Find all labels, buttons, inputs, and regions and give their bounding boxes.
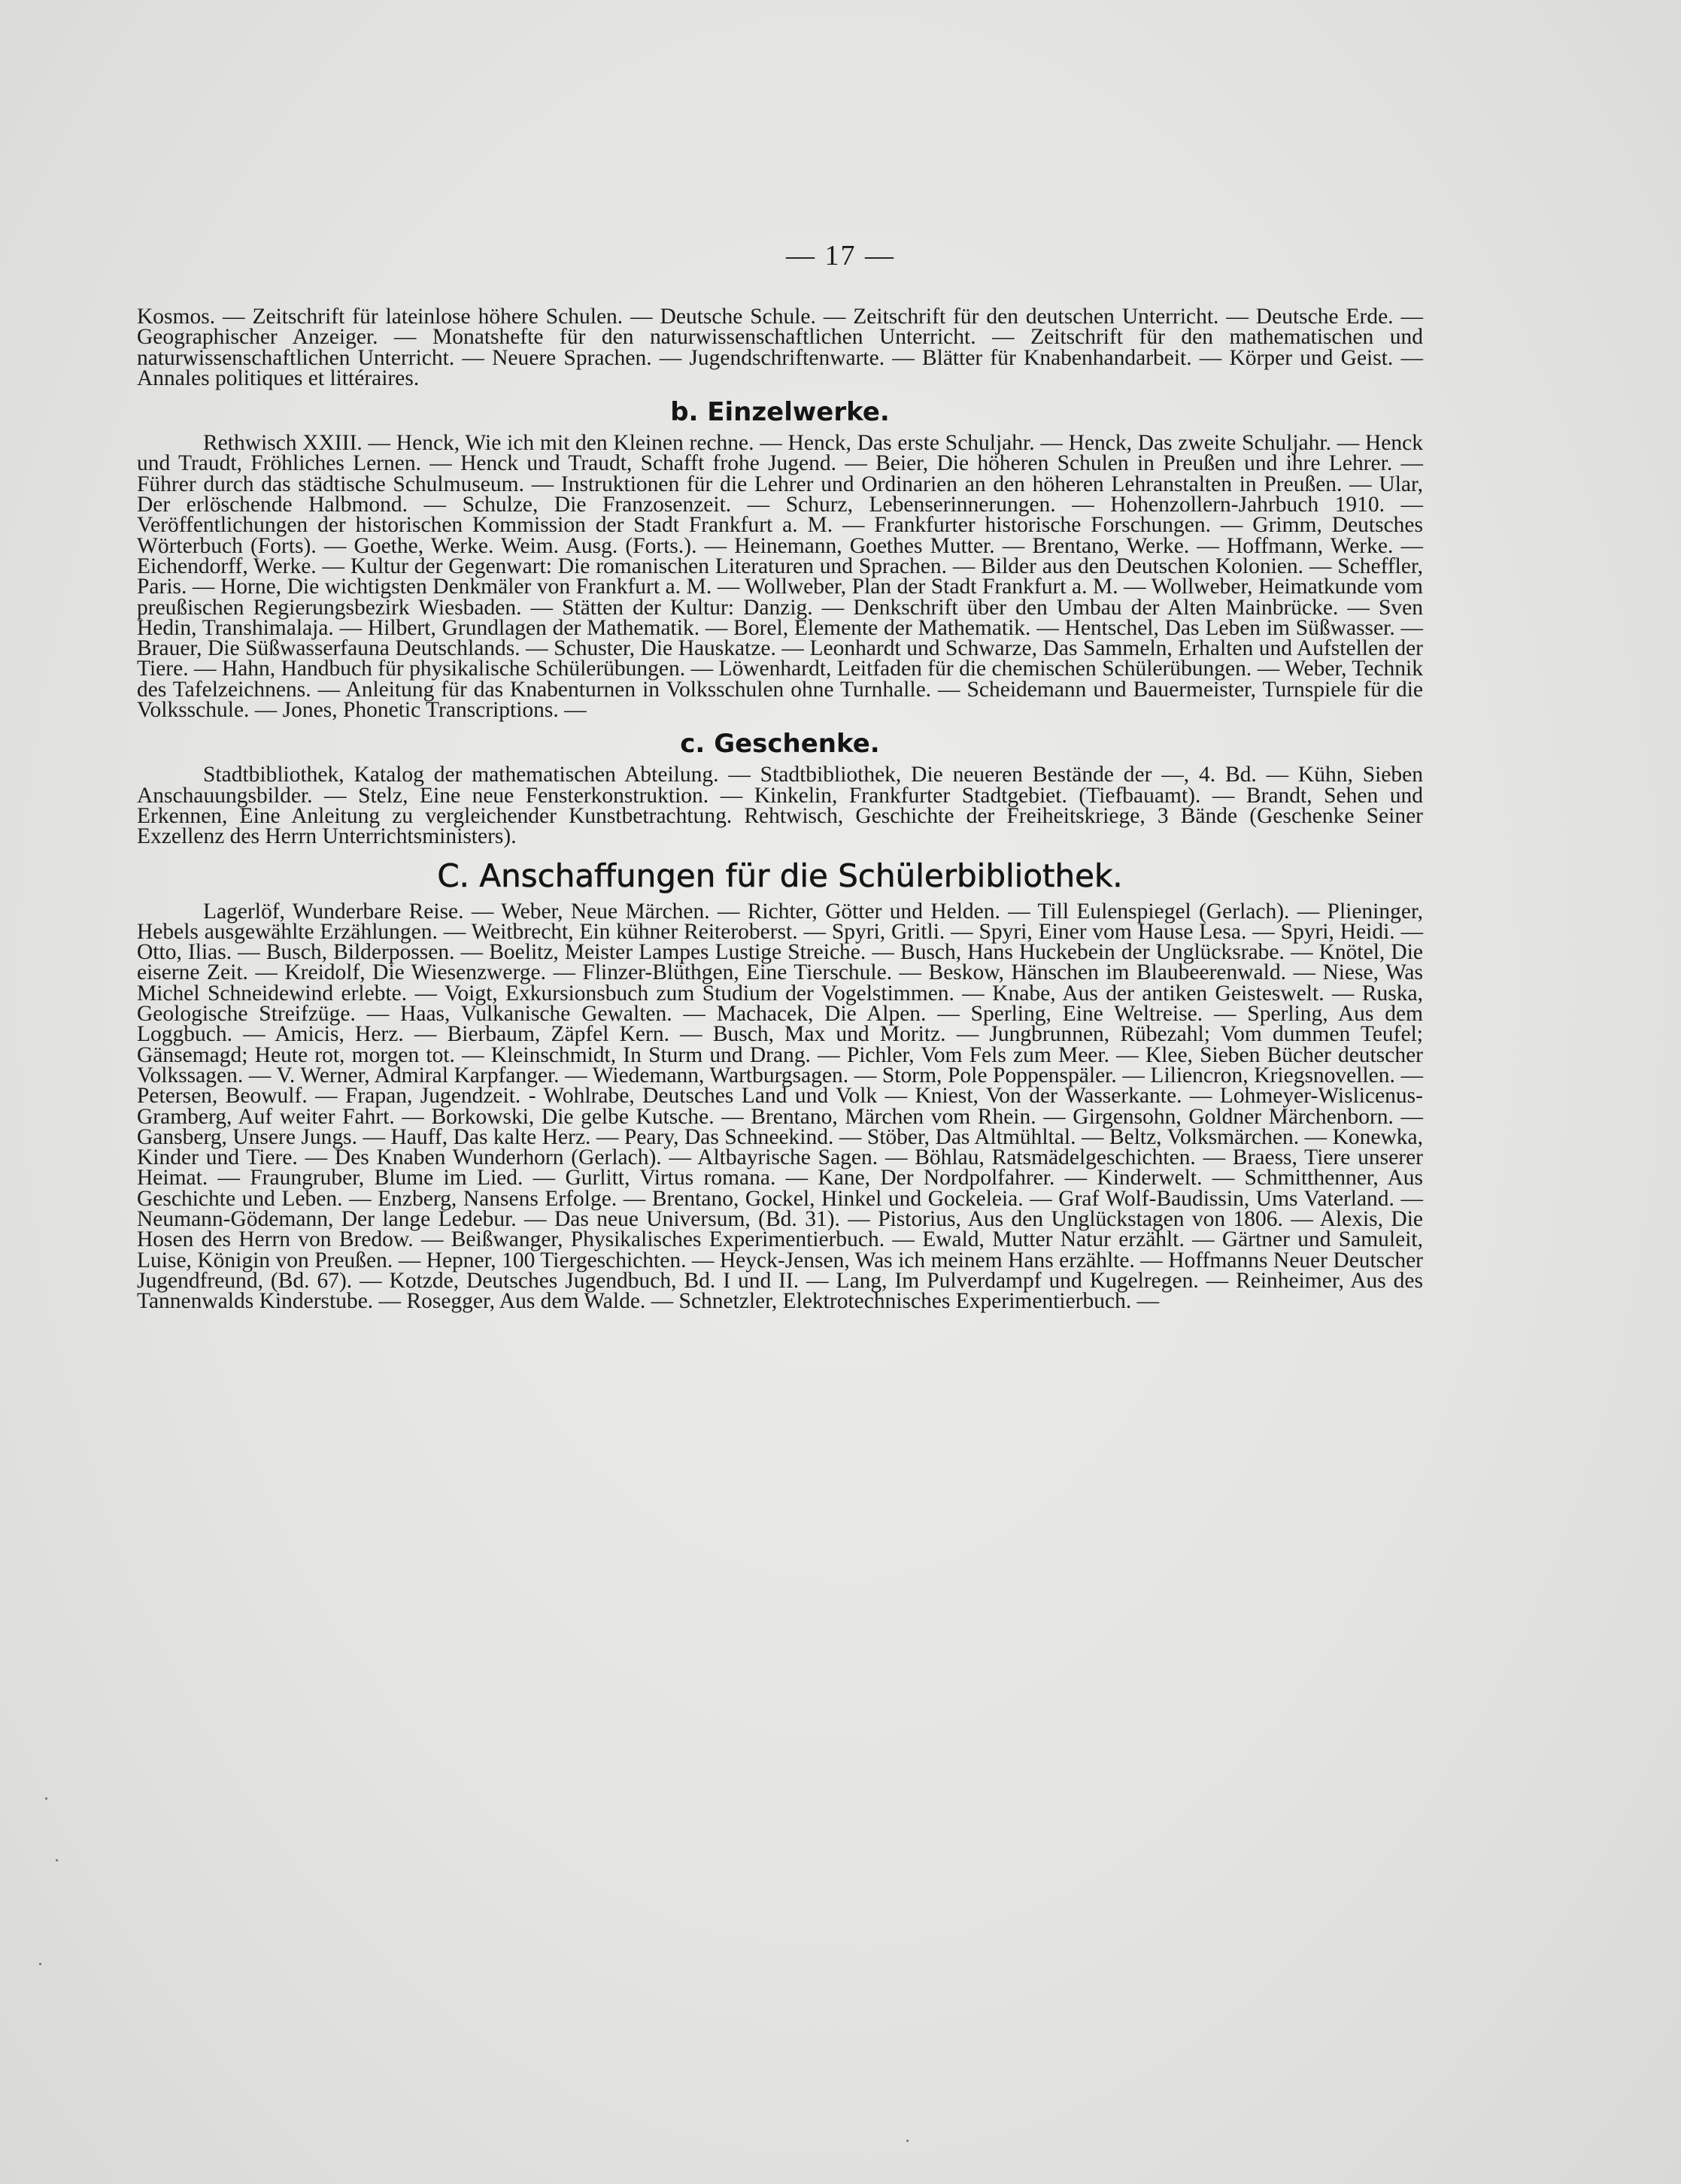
scan-speck — [39, 1963, 41, 1965]
schuelerbibliothek-paragraph: Lagerlöf, Wunderbare Reise. — Weber, Neue Märchen. — Richter, Götter und Helden. — Till Eulenspiegel (Gerlach). — Plieninger, Hebels ausgewählte Erzählungen. — Weitbrecht, Ein kühner Reiteroberst. — Spyri, Gritli. — Spyri, Einer vom Hause Lesa. — Spyri, Heidi. — Otto, Ilias. — Busch, Bilderpossen. — Boelitz, Meister Lampes Lustige Streiche. — Busch, Hans Huckebein der Unglücksrabe. — Knötel, Die eiserne Zeit. — Kreidolf, Die Wiesenzwerge. — Flinzer-Blüthgen, Eine Tierschule. — Beskow, Hänschen im Blaubeerenwald. — Niese, Was Michel Schneidewind erlebte. — Voigt, Exkursionsbuch zum Studium der Vogelstimmen. — Knabe, Aus der antiken Geisteswelt. — Ruska, Geologische Streifzüge. — Haas, Vulkanische Gewalten. — Machacek, Die Alpen. — Sperling, Eine Weltreise. — Sperling, Aus dem Loggbuch. — Amicis, Herz. — Bierbaum, Zäpfel Kern. — Busch, Max und Moritz. — Jungbrunnen, Rübezahl; Vom dummen Teufel; Gänsemagd; Heute rot, morgen tot. — Kleinschmidt, In Sturm und Drang. — Pichler, Vom Fels zum Meer. — Klee, Sieben Bücher deutscher Volkssagen. — V. Werner, Admiral Karpfanger. — Wiedemann, Wartburgsagen. — Storm, Pole Poppenspäler. — Liliencron, Kriegsnovellen. — Petersen, Beowulf. — Frapan, Jugendzeit. - Wohlrabe, Deutsches Land und Volk — Kniest, Von der Wasserkante. — Lohmeyer-Wislicenus-Gramberg, Auf weiter Fahrt. — Borkowski, Die gelbe Kutsche. — Brentano, Märchen vom Rhein. — Girgensohn, Goldner Märchenborn. — Gansberg, Unsere Jungs. — Hauff, Das kalte Herz. — Peary, Das Schneekind. — Stöber, Das Altmühltal. — Beltz, Volksmärchen. — Konewka, Kinder und Tiere. — Des Knaben Wunderhorn (Gerlach). — Altbayrische Sagen. — Böhlau, Ratsmädelgeschichten. — Braess, Tiere unserer Heimat. — Fraungruber, Blume im Lied. — Gurlitt, Virtus romana. — Kane, Der Nordpolfahrer. — Kinderwelt. — Schmitthenner, Aus Geschichte und Leben. — Enzberg, Nansens Erfolge. — Brentano, Gockel, Hinkel und Gockeleia. — Graf Wolf-Baudissin, Ums Vaterland. — Neumann-Gödemann, Der lange Ledebur. — Das neue Universum, (Bd. 31). — Pistorius, Aus den Unglückstagen von 1806. — Alexis, Die Hosen des Herrn von Bredow. — Beißwanger, Physikalisches Experimentierbuch. — Ewald, Mutter Natur erzählt. — Gärtner und Samuleit, Luise, Königin von Preußen. — Hepner, 100 Tiergeschichten. — Heyck-Jensen, Was ich meinem Hans erzählte. — Hoffmanns Neuer Deutscher Jugendfreund, (Bd. 67). — Kotzde, Deutsches Jugendbuch, Bd. I und II. — Lang, Im Pulverdampf und Kugelregen. — Reinheimer, Aus des Tannenwalds Kinderstube. — Rosegger, Aus dem Walde. — Schnetzler, Elektrotechnisches Experimentierbuch. — — [137, 899, 1423, 1314]
einzelwerke-paragraph: Rethwisch XXIII. — Henck, Wie ich mit den Kleinen rechne. — Henck, Das erste Schuljahr. — Henck, Das zweite Schuljahr. — Henck und Traudt, Fröhliches Lernen. — Henck und Traudt, Schafft frohe Jugend. — Beier, Die höheren Schulen in Preußen und ihre Lehrer. — Führer durch das städtische Schulmuseum. — Instruktionen für die Lehrer und Ordinarien an den höheren Lehranstalten in Preußen. — Ular, Der erlöschende Halbmond. — Schulze, Die Franzosenzeit. — Schurz, Lebenserinnerungen. — Hohenzollern-Jahrbuch 1910. — Veröffentlichungen der historischen Kommission der Stadt Frankfurt a. M. — Frankfurter historische Forschungen. — Grimm, Deutsches Wörterbuch (Forts). — Goethe, Werke. Weim. Ausg. (Forts.). — Heinemann, Goethes Mutter. — Brentano, Werke. — Hoffmann, Werke. — Eichendorff, Werke. — Kultur der Gegenwart: Die romanischen Literaturen und Sprachen. — Bilder aus den Deutschen Kolonien. — Scheffler, Paris. — Horne, Die wichtigsten Denkmäler von Frankfurt a. M. — Wollweber, Plan der Stadt Frankfurt a. M. — Wollweber, Heimatkunde vom preußischen Regierungsbezirk Wiesbaden. — Stätten der Kultur: Danzig. — Denkschrift über den Umbau der Alten Mainbrücke. — Sven Hedin, Transhimalaja. — Hilbert, Grundlagen der Mathematik. — Borel, Elemente der Mathematik. — Hentschel, Das Leben im Süßwasser. — Brauer, Die Süßwasserfauna Deutschlands. — Schuster, Die Hauskatze. — Leonhardt und Schwarze, Das Sammeln, Erhalten und Aufstellen der Tiere. — Hahn, Handbuch für physikalische Schülerübungen. — Löwenhardt, Leitfaden für die chemischen Schülerübungen. — Weber, Technik des Tafelzeichnens. — Anleitung für das Knabenturnen in Volksschulen ohne Turnhalle. — Scheidemann und Bauermeister, Turnspiele für die Volksschule. — Jones, Phonetic Transcriptions. — — [137, 431, 1423, 723]
page-number: — 17 — — [786, 240, 895, 271]
periodicals-paragraph: Kosmos. — Zeitschrift für lateinlose höhere Schulen. — Deutsche Schule. — Zeitschrift für den deutschen Unterricht. — Deutsche Erde. — Geographischer Anzeiger. — Monatshefte für den naturwissenschaftlichen Unterricht. — Zeitschrift für den mathematischen und naturwissenschaftlichen Unterricht. — Neuere Sprachen. — Jugendschriftenwarte. — Blätter für Knabenhandarbeit. — Körper und Geist. — Annales politiques et littéraires. — [137, 305, 1423, 390]
scan-speck — [56, 1859, 58, 1861]
section-heading-schuelerbibliothek: C. Anschaffungen für die Schülerbibliothek. — [437, 857, 1123, 894]
scan-speck — [45, 1797, 47, 1800]
section-heading-einzelwerke: b. Einzelwerke. — [670, 397, 890, 428]
page-content — [137, 307, 1423, 1312]
scan-speck — [906, 2140, 909, 2142]
section-heading-geschenke: c. Geschenke. — [680, 729, 880, 760]
geschenke-paragraph: Stadtbibliothek, Katalog der mathematischen Abteilung. — Stadtbibliothek, Die neueren Bestände der —, 4. Bd. — Kühn, Sieben Anschauungsbilder. — Stelz, Eine neue Fensterkonstruktion. — Kinkelin, Frankfurter Stadtgebiet. (Tiefbauamt). — Brandt, Sehen und Erkennen, Eine Anleitung zu vergleichender Kunstbetrachtung. Rehtwisch, Geschichte der Freiheitskriege, 3 Bände (Geschenke Seiner Exzellenz des Herrn Unterrichtsministers). — [137, 763, 1423, 849]
